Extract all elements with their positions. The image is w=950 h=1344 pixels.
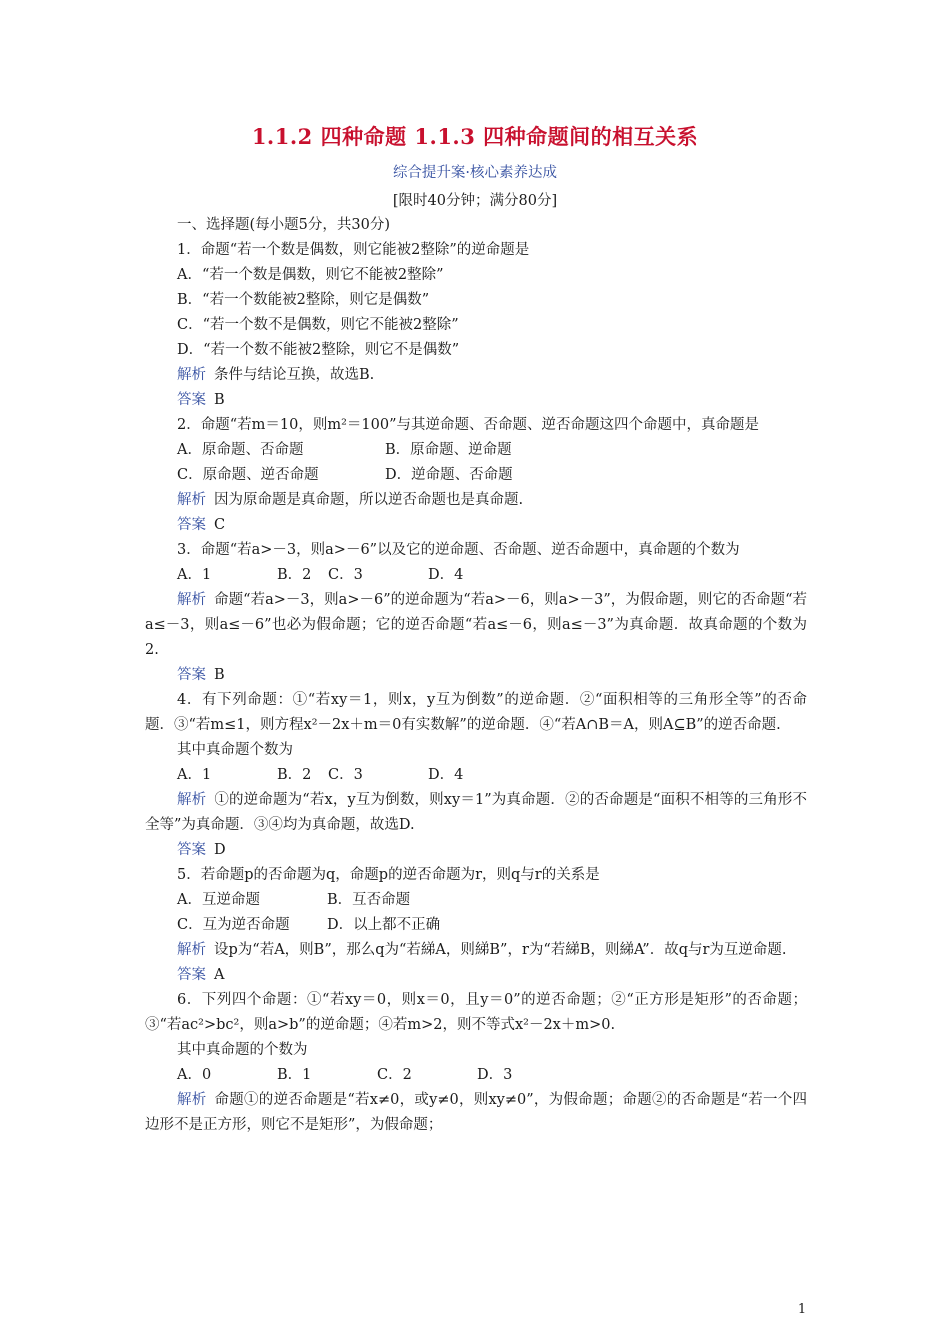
subtitle: 综合提升案·核心素养达成 (392, 165, 558, 181)
time-limit: [限时40分钟；满分80分] (392, 193, 558, 209)
question-6-analysis-text: 命题①的逆否命题是“若x≠0，或y≠0，则xy≠0”，为假命题；命题②的否命题是“若一个四边形不是正方形，则它不是矩形”，为假命题； (145, 1092, 807, 1133)
question-2-analysis (145, 488, 807, 513)
content (145, 213, 807, 1138)
question-1-answer (145, 388, 807, 413)
question-5-option-c: C．互为逆否命题 (177, 917, 290, 933)
question-3-stem: 3．命题“若a>－3，则a>－6”以及它的逆命题、否命题、逆否命题中，真命题的个数为 (177, 542, 740, 558)
analysis-label: 解析 (177, 942, 206, 958)
question-2-answer-value: C (214, 517, 226, 533)
question-5-option-d: D．以上都不正确 (327, 917, 441, 933)
answer-label: 答案 (177, 667, 206, 683)
answer-label: 答案 (177, 967, 206, 983)
question-6-stem: 6．下列四个命题：①“若xy＝0，则x＝0，且y＝0”的逆否命题；②“正方形是矩形”的否命题；③“若ac²>bc²，则a>b”的逆命题；④若m>2，则不等式x²－2x＋m>0. (145, 992, 807, 1033)
question-3-analysis-text: 命题“若a>－3，则a>－6”的逆命题为“若a>－6，则a>－3”，为假命题，则它的否命题“若a≤－3，则a≤－6”也必为假命题；它的逆否命题“若a≤－6，则a≤－3”为真命题．故真命题的个数为2. (145, 592, 808, 658)
question-6-option-c: C．2 (377, 1067, 412, 1083)
question-4-analysis-text: ①的逆命题为“若x，y互为倒数，则xy＝1”为真命题．②的否命题是“面积不相等的三角形不全等”为真命题．③④均为真命题，故选D. (145, 792, 808, 833)
question-6-option-b: B．1 (277, 1067, 312, 1083)
question-5-answer-value: A (214, 967, 225, 983)
question-6-option-a: A．0 (177, 1067, 212, 1083)
question-5-option-b: B．互否命题 (327, 892, 411, 908)
question-2-options-row-2 (145, 463, 807, 488)
question-1-option-a: A．“若一个数是偶数，则它不能被2整除” (177, 267, 444, 283)
question-3-option-b: B．2 (277, 567, 312, 583)
page-number: 1 (797, 1302, 807, 1317)
question-2-options-row-1 (145, 438, 807, 463)
analysis-label: 解析 (177, 592, 207, 608)
question-4-answer (145, 838, 807, 863)
question-2-option-a: A．原命题、否命题 (177, 442, 304, 458)
question-2-analysis-text: 因为原命题是真命题，所以逆否命题也是真命题. (214, 492, 524, 508)
question-2-option-c: C．原命题、逆否命题 (177, 467, 319, 483)
question-6-options (145, 1063, 807, 1088)
question-2-answer (145, 513, 807, 538)
question-1-option-b: B．“若一个数能被2整除，则它是偶数” (177, 292, 430, 308)
question-6-analysis (145, 1088, 807, 1138)
question-1-analysis-text: 条件与结论互换，故选B. (214, 367, 375, 383)
question-1-analysis (145, 363, 807, 388)
question-1-option-d: D．“若一个数不能被2整除，则它不是偶数” (177, 342, 460, 358)
page-title: 1.1.2 四种命题 1.1.3 四种命题间的相互关系 (251, 124, 699, 149)
question-5-stem: 5．若命题p的否命题为q，命题p的逆否命题为r，则q与r的关系是 (177, 867, 600, 883)
question-2-option-d: D．逆命题、否命题 (385, 467, 513, 483)
question-4-analysis (145, 788, 807, 838)
question-2-stem: 2．命题“若m＝10，则m²＝100”与其逆命题、否命题、逆否命题这四个命题中，真命题是 (177, 417, 759, 433)
question-5-answer (145, 963, 807, 988)
question-2-option-b: B．原命题、逆命题 (385, 442, 512, 458)
question-3-analysis (145, 588, 807, 663)
question-4-option-a: A．1 (177, 767, 212, 783)
analysis-label: 解析 (177, 792, 207, 808)
question-1-option-c: C．“若一个数不是偶数，则它不能被2整除” (177, 317, 459, 333)
answer-label: 答案 (177, 842, 206, 858)
question-4-options (145, 763, 807, 788)
question-4-answer-value: D (214, 842, 226, 858)
question-5-options-row-2 (145, 913, 807, 938)
answer-label: 答案 (177, 517, 206, 533)
section-heading: 一、选择题(每小题5分，共30分) (177, 217, 390, 233)
question-1-stem: 1．命题“若一个数是偶数，则它能被2整除”的逆命题是 (177, 242, 530, 258)
question-3-options (145, 563, 807, 588)
analysis-label: 解析 (177, 1092, 207, 1108)
question-3-answer-value: B (214, 667, 225, 683)
question-3-answer (145, 663, 807, 688)
analysis-label: 解析 (177, 367, 206, 383)
question-4-sub: 其中真命题个数为 (177, 742, 293, 758)
question-4-option-b: B．2 (277, 767, 312, 783)
question-6-sub: 其中真命题的个数为 (177, 1042, 308, 1058)
question-3-option-d: D．4 (428, 567, 464, 583)
question-1-answer-value: B (214, 392, 225, 408)
analysis-label: 解析 (177, 492, 206, 508)
question-5-analysis-text: 设p为“若A，则B”，那么q为“若綈A，则綈B”，r为“若綈B，则綈A”．故q与r为互逆命题. (214, 942, 787, 958)
question-6-option-d: D．3 (477, 1067, 513, 1083)
question-4-stem: 4．有下列命题：①“若xy＝1，则x，y互为倒数”的逆命题．②“面积相等的三角形全等”的否命题．③“若m≤1，则方程x²－2x＋m＝0有实数解”的逆命题．④“若A∩B＝A，则A⊆B”的逆否命题. (145, 692, 807, 733)
question-3-option-a: A．1 (177, 567, 212, 583)
answer-label: 答案 (177, 392, 206, 408)
question-4-option-d: D．4 (428, 767, 464, 783)
question-4-option-c: C．3 (328, 767, 363, 783)
question-5-option-a: A．互逆命题 (177, 892, 260, 908)
question-5-analysis (145, 938, 807, 963)
question-5-options-row-1 (145, 888, 807, 913)
question-3-option-c: C．3 (328, 567, 363, 583)
